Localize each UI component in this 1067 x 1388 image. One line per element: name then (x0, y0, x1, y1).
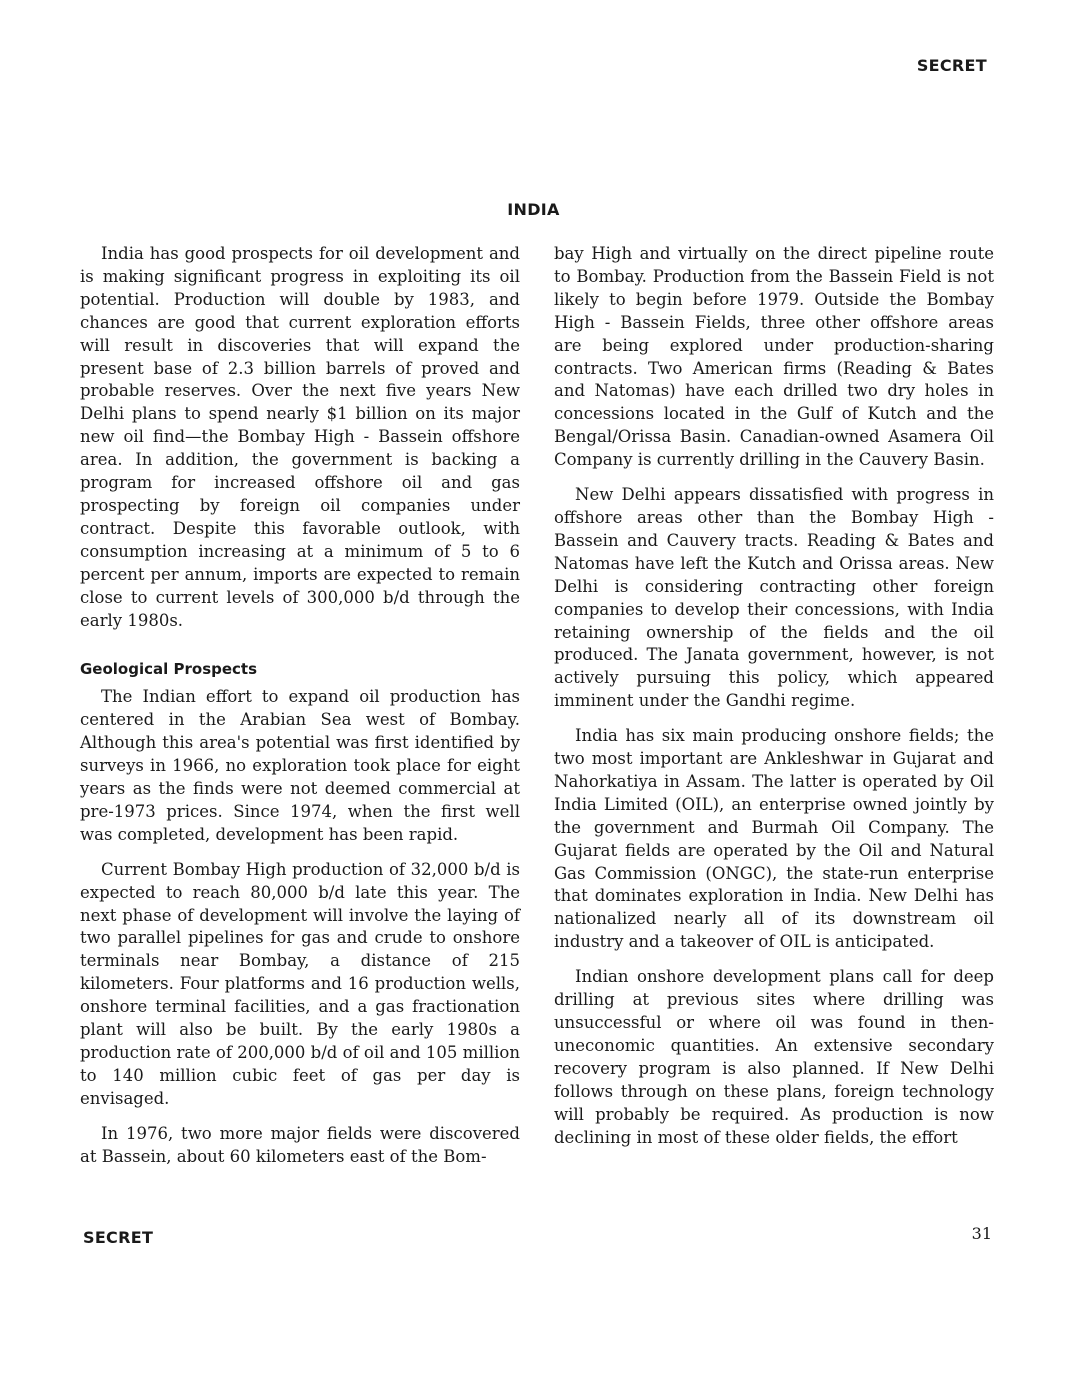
body-paragraph: The Indian effort to expand oil production has centered in the Arabian Sea west of Bombay. Although this area's potential was first identified by surveys in 1966, no exploration took place for eight years as the finds were not deemed commercial at pre-1973 prices. Since 1974, when the first well was completed, development has been rapid. (80, 687, 520, 844)
body-paragraph: In 1976, two more major fields were discovered at Bassein, about 60 kilometers east of the Bom- (80, 1123, 520, 1166)
body-paragraph: India has six main producing onshore fields; the two most important are Ankleshwar in Gujarat and Nahorkatiya in Assam. The latter is operated by Oil India Limited (OIL), an enterprise owned jointly by the government and Burmah Oil Company. The Gujarat fields are operated by the Oil and Natural Gas Commission (ONGC), the state-run enterprise that dominates exploration in India. New Delhi has nationalized nearly all of its downstream oil industry and a takeover of OIL is anticipated. (554, 726, 994, 952)
body-paragraph: Indian onshore development plans call for deep drilling at previous sites where drilling was unsuccessful or where oil was found in then-uneconomic quantities. An extensive secondary recovery program is also planned. If New Delhi follows through on these plans, foreign technology will probably be required. As production is now declining in most of these older fields, the effort (554, 967, 994, 1147)
body-paragraph-continued: bay High and virtually on the direct pipeline route to Bombay. Production from the Bassein Field is not likely to begin before 1979. Outside the Bombay High - Bassein Fields, three other offshore areas are being explored under production-sharing contracts. Two American firms (Reading & Bates and Natomas) have each drilled two dry holes in concessions located in the Gulf of Kutch and the Bengal/Orissa Basin. Canadian-owned Asamera Oil Company is currently drilling in the Cauvery Basin. (554, 244, 994, 470)
body-paragraph: New Delhi appears dissatisfied with progress in offshore areas other than the Bombay High - Bassein and Cauvery tracts. Reading & Bates and Natomas have left the Kutch and Orissa areas. New Delhi is considering contracting other foreign companies to develop their concessions, with India retaining ownership of the fields and the oil produced. The Janata government, however, is not actively pursuing this policy, which appeared imminent under the Gandhi regime. (554, 485, 994, 711)
section-heading-geological-prospects: Geological Prospects (80, 660, 258, 679)
classification-marking-top: SECRET (916, 56, 987, 75)
left-column (80, 243, 520, 1181)
page-title: INDIA (507, 200, 560, 219)
classification-marking-bottom: SECRET (83, 1228, 154, 1247)
body-paragraph: Current Bombay High production of 32,000 b/d is expected to reach 80,000 b/d late this year. The next phase of development will involve the laying of two parallel pipelines for gas and crude to onshore terminals near Bombay, a distance of 215 kilometers. Four platforms and 16 production wells, onshore terminal facilities, and a gas fractionation plant will also be built. By the early 1980s a production rate of 200,000 b/d of oil and 105 million to 140 million cubic feet of gas per day is envisaged. (80, 859, 520, 1108)
right-column (554, 243, 994, 1161)
intro-paragraph: India has good prospects for oil development and is making significant progress in exploiting its oil potential. Production will double by 1983, and chances are good that current exploration efforts will result in discoveries that will expand the present base of 2.3 billion barrels of proved and probable reserves. Over the next five years New Delhi plans to spend nearly $1 billion on its major new oil find—the Bombay High - Bassein offshore area. In addition, the government is backing a program for increased offshore oil and gas prospecting by foreign oil companies under contract. Despite this favorable outlook, with consumption increasing at a minimum of 5 to 6 percent per annum, imports are expected to remain close to current levels of 300,000 b/d through the early 1980s. (80, 244, 520, 630)
page-number: 31 (971, 1224, 992, 1243)
